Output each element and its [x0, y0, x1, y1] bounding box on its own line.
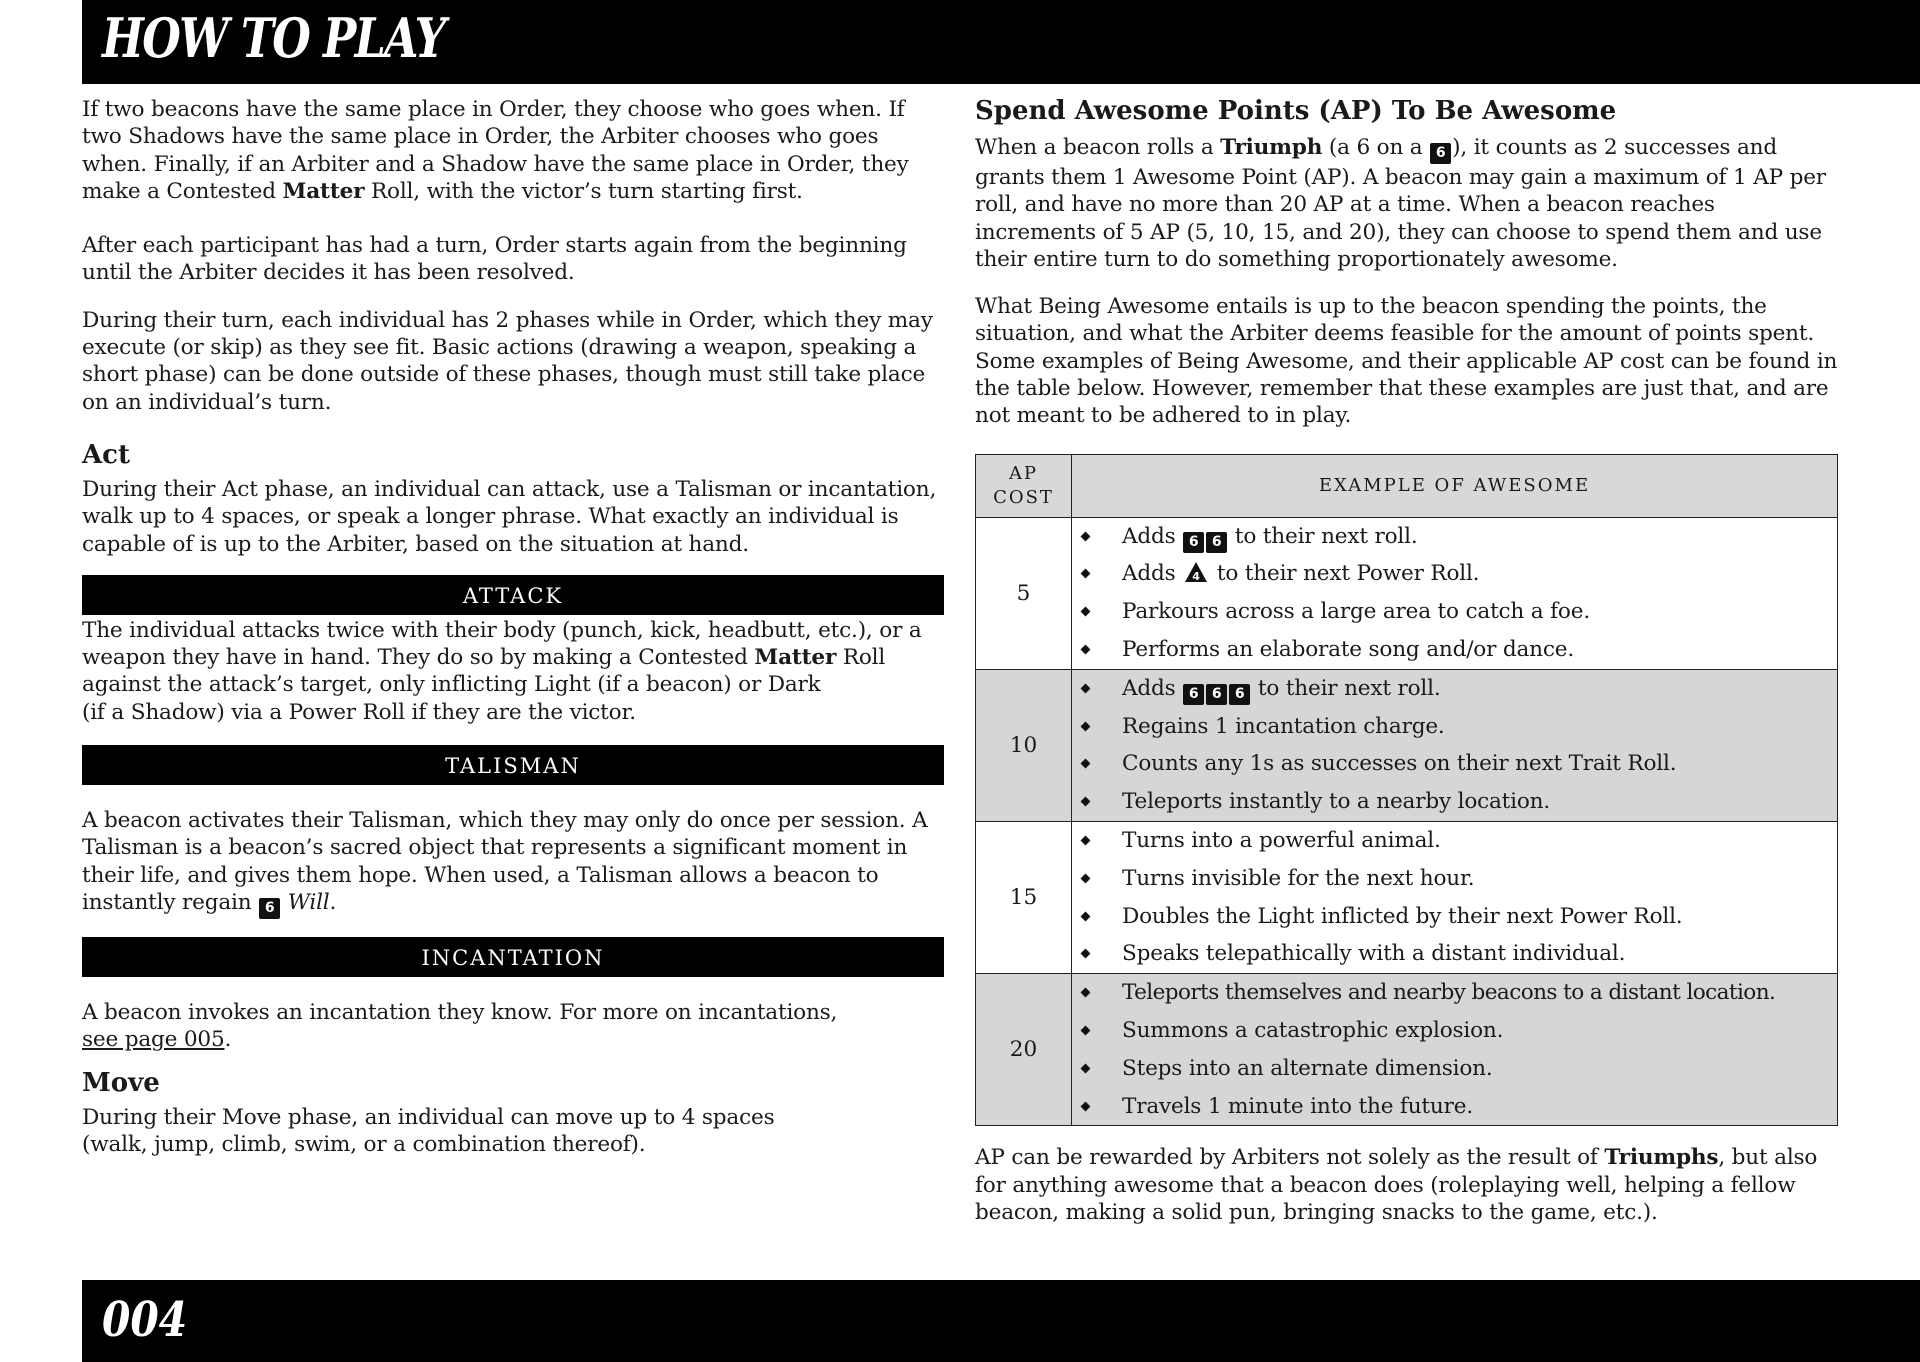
d6-die-icon: 6: [1206, 532, 1227, 553]
awesome-table: [975, 454, 1838, 1127]
phases-paragraph: During their turn, each individual has 2 phases while in Order, which they may execute (or skip) as they see fit. Basic actions (drawing a weapon, speaking a short phase) can be done outside of these phases, though must still take place on an individual’s turn.: [82, 307, 933, 415]
d6-die-icon: 6: [1183, 532, 1204, 553]
being-awesome-paragraph: What Being Awesome entails is up to the beacon spending the points, the situation, and what the Arbiter deems feasible for the amount of points spent. Some examples of Being Awesome, and their applicable AP cost can be found in the table below. However, remember that these examples are just that, and are not meant to be adhered to in play.: [975, 294, 1838, 429]
incantation-bar: INCANTATION: [82, 937, 944, 977]
table-row: [976, 974, 1838, 1126]
footer-bar: [82, 1280, 1920, 1362]
example-header: EXAMPLE OF AWESOME: [1072, 454, 1838, 517]
order-restart-paragraph: After each participant has had a turn, Order starts again from the beginning until the Arbiter decides it has been resolved.: [82, 233, 907, 286]
list-item: Parkours across a large area to catch a foe.: [1082, 593, 1837, 631]
cost-cell: 5: [976, 517, 1072, 669]
ap-cost-header: AP COST: [976, 454, 1072, 517]
list-item: Turns into a powerful animal.: [1082, 822, 1837, 860]
header-bar: [82, 0, 1920, 84]
act-heading: Act: [82, 439, 131, 470]
list-item: Teleports instantly to a nearby location.: [1082, 783, 1837, 821]
list-item: Speaks telepathically with a distant individual.: [1082, 935, 1837, 973]
left-column: [82, 96, 944, 1158]
list-item: Doubles the Light inflicted by their next Power Roll.: [1082, 898, 1837, 936]
d6-die-icon: 6: [1229, 684, 1250, 705]
d6-die-icon: 6: [259, 898, 280, 919]
cost-cell: 15: [976, 822, 1072, 974]
act-paragraph: During their Act phase, an individual can attack, use a Talisman or incantation, walk up to 4 spaces, or speak a longer phrase. What exactly an individual is capable of is up to the Arbiter, based on the situation at hand.: [82, 476, 937, 557]
order-tie-paragraph: If two beacons have the same place in Order, they choose who goes when. If two Shadows have the same place in Order, the Arbiter chooses who goes when. Finally, if an Arbiter and a Shadow have the same place in Order, they make a Contested Matter Roll, with the victor’s turn starting first.: [82, 97, 909, 204]
list-item: Adds 6 6 to their next roll.: [1082, 518, 1837, 556]
d6-die-icon: 6: [1206, 684, 1227, 705]
talisman-paragraph: A beacon activates their Talisman, which they may only do once per session. A Talisman is a beacon’s sacred object that represents a significant moment in their life, and gives them hope. When used, a Talisman allows a beacon to instantly regain 6 Will.: [82, 807, 944, 919]
list-item: Steps into an alternate dimension.: [1082, 1050, 1837, 1088]
page-number: 004: [102, 1292, 188, 1348]
list-item: Summons a catastrophic explosion.: [1082, 1012, 1837, 1050]
page-005-link[interactable]: see page 005: [82, 1027, 225, 1053]
cost-cell: 10: [976, 669, 1072, 821]
ap-reward-paragraph: AP can be rewarded by Arbiters not solely as the result of Triumphs, but also for anything awesome that a beacon does (roleplaying well, helping a fellow beacon, making a solid pun, bringing snacks to the game, etc.).: [975, 1145, 1818, 1226]
list-item: Adds 6 6 6 to their next roll.: [1082, 670, 1837, 708]
list-item: Adds 4 to their next Power Roll.: [1082, 555, 1837, 593]
list-item: Teleports themselves and nearby beacons to a distant location.: [1082, 974, 1837, 1012]
d4-value: 4: [1192, 570, 1200, 584]
list-item: Turns invisible for the next hour.: [1082, 860, 1837, 898]
move-paragraph: During their Move phase, an individual can move up to 4 spaces (walk, jump, climb, swim, or a combination thereof).: [82, 1104, 775, 1157]
list-item: Regains 1 incantation charge.: [1082, 708, 1837, 746]
d6-die-icon: 6: [1430, 143, 1451, 164]
page-title: HOW TO PLAY: [102, 6, 445, 70]
d4-die-icon: [1184, 561, 1208, 583]
triumph-paragraph: When a beacon rolls a Triumph (a 6 on a 6 ), it counts as 2 successes and grants them 1 Awesome Point (AP). A beacon may gain a maximum of 1 AP per roll, and have no more than 20 AP at a time. When a beacon reaches increments of 5 AP (5, 10, 15, and 20), they can choose to spend them and use their entire turn to do something proportionately awesome.: [975, 135, 1826, 272]
cost-cell: 20: [976, 974, 1072, 1126]
table-row: [976, 822, 1838, 974]
attack-bar: ATTACK: [82, 575, 944, 615]
talisman-bar: TALISMAN: [82, 745, 944, 785]
attack-paragraph: The individual attacks twice with their body (punch, kick, headbutt, etc.), or a weapon they have in hand. They do so by making a Contested Matter Roll against the attack’s target, only inflicting Light (if a beacon) or Dark (if a Shadow) via a Power Roll if they are the victor.: [82, 617, 922, 725]
d6-die-icon: 6: [1183, 684, 1204, 705]
list-item: Counts any 1s as successes on their next Trait Roll.: [1082, 745, 1837, 783]
move-heading: Move: [82, 1067, 160, 1098]
table-row: [976, 517, 1838, 669]
list-item: Performs an elaborate song and/or dance.: [1082, 631, 1837, 669]
list-item: Travels 1 minute into the future.: [1082, 1088, 1837, 1126]
awesome-heading: Spend Awesome Points (AP) To Be Awesome: [975, 96, 1617, 126]
table-row: [976, 669, 1838, 821]
incantation-paragraph: A beacon invokes an incantation they know. For more on incantations, see page 005.: [82, 999, 838, 1053]
right-column: [975, 96, 1840, 1226]
